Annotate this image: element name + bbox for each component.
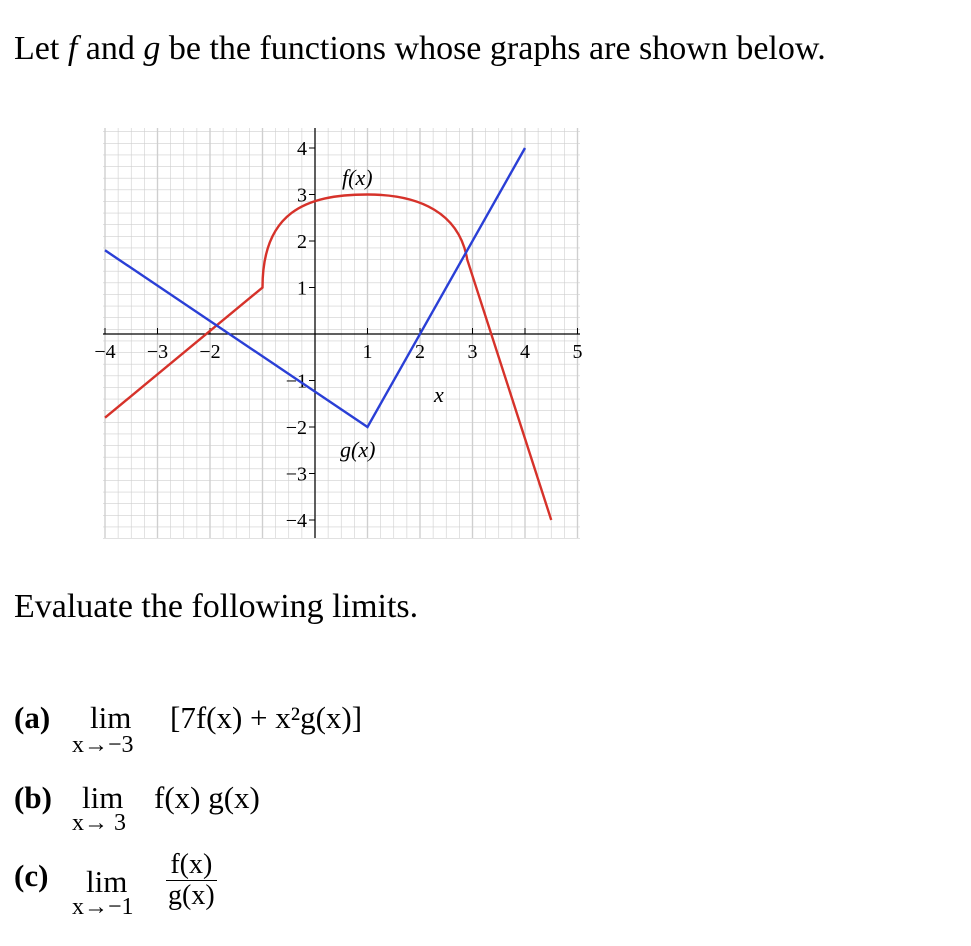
- g-label: g(x): [340, 437, 376, 462]
- problem-b-subscript: x→ 3: [72, 810, 126, 836]
- evaluate-heading: Evaluate the following limits.: [14, 588, 419, 625]
- problem-a-lim: lim: [90, 700, 132, 735]
- y-tick-label: −1: [285, 370, 307, 393]
- problem-a-subscript: x→−3: [72, 732, 134, 758]
- y-tick-label: 2: [297, 231, 307, 253]
- x-tick-label: 3: [467, 341, 478, 363]
- x-tick-label: 2: [415, 341, 425, 363]
- x-tick-label: 5: [572, 341, 583, 363]
- problem-c-fraction: [166, 850, 217, 911]
- x-axis-label: x: [434, 382, 444, 407]
- problem-b-lim: lim: [82, 780, 124, 815]
- problem-c-subscript: x→−1: [72, 894, 134, 920]
- problem-c-tag: (c): [14, 858, 49, 893]
- y-tick-label: −2: [285, 417, 307, 439]
- f-label: f(x): [342, 165, 373, 190]
- problem-b-tag: (b): [14, 780, 52, 815]
- y-tick-label: −3: [285, 463, 307, 486]
- problem-c-denominator: g(x): [168, 880, 215, 911]
- problem-a-expression: [7f(x) + x²g(x)]: [170, 700, 363, 735]
- x-tick-label: −4: [94, 341, 116, 363]
- y-tick-label: 3: [297, 184, 307, 207]
- problem-c-numerator: f(x): [166, 850, 217, 881]
- x-tick-label: −3: [146, 341, 169, 363]
- f-symbol: f: [67, 30, 78, 67]
- x-tick-label: 1: [362, 341, 373, 363]
- y-tick-label: 4: [297, 138, 307, 160]
- x-tick-labels: [94, 341, 582, 363]
- problem-c-lim: lim: [86, 864, 128, 899]
- problem-b-expression: f(x) g(x): [154, 780, 260, 815]
- y-tick-label: −4: [285, 510, 307, 532]
- g-symbol: g: [143, 30, 161, 67]
- x-tick-label: −2: [199, 341, 221, 363]
- x-tick-label: 4: [520, 341, 530, 363]
- problem-a-tag: (a): [14, 700, 51, 735]
- y-tick-label: 1: [297, 277, 307, 300]
- intro-text: Let f and g be the functions whose graphs are shown below.: [14, 30, 826, 67]
